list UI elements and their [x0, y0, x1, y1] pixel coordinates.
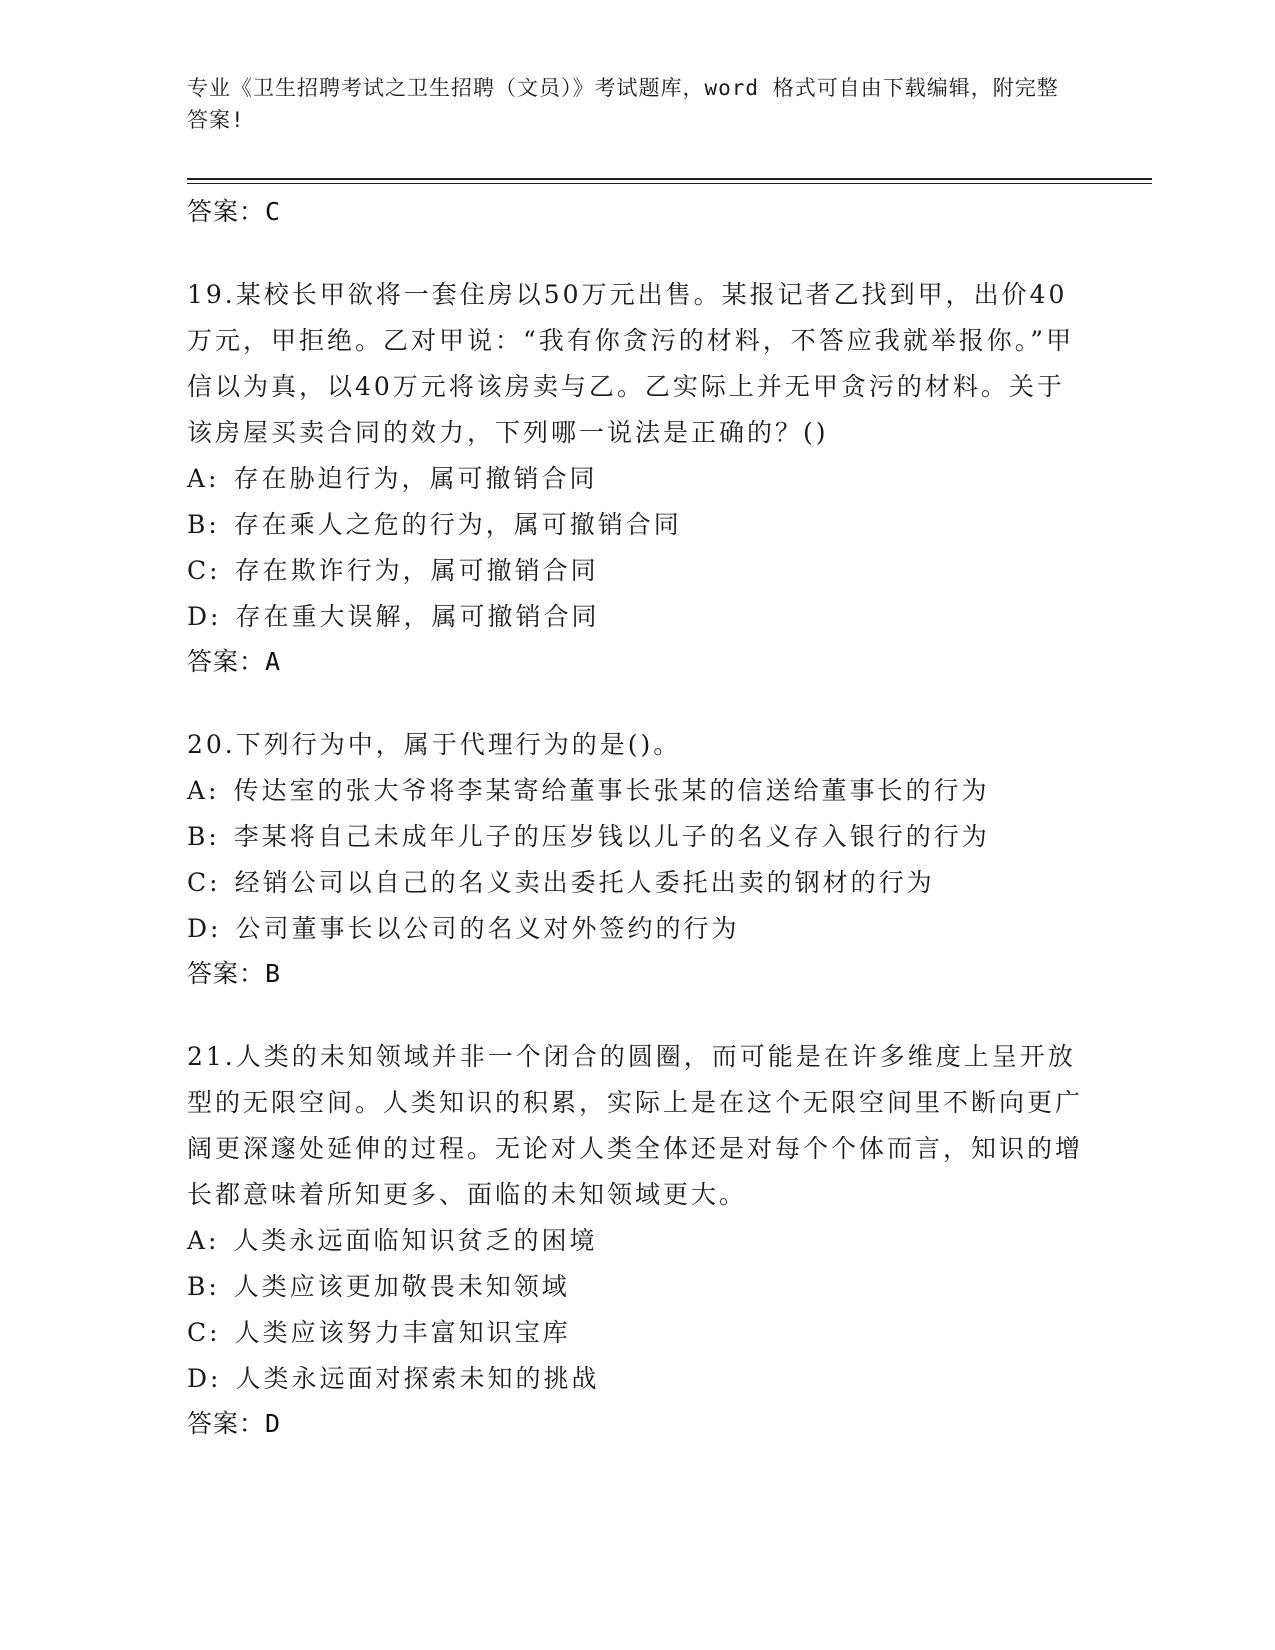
- option-text: 存在胁迫行为，属可撤销合同: [233, 464, 598, 493]
- option-letter: C:: [187, 556, 221, 585]
- option-letter: C:: [187, 868, 221, 897]
- question-list: [187, 190, 1087, 1446]
- header-rule-thick: [187, 178, 1152, 180]
- answer-line: 答案：D: [187, 1409, 282, 1438]
- previous-answer: 答案：C: [187, 197, 282, 226]
- option-letter: B:: [187, 822, 220, 851]
- option-text: 经销公司以自己的名义卖出委托人委托出卖的钢材的行为: [234, 868, 935, 897]
- option-c: [187, 548, 1087, 594]
- option-letter: B:: [187, 510, 220, 539]
- option-c: [187, 860, 1087, 906]
- option-text: 传达室的张大爷将李某寄给董事长张某的信送给董事长的行为: [233, 776, 990, 805]
- answer-line: 答案：B: [187, 959, 282, 988]
- option-a: [187, 456, 1087, 502]
- option-text: 人类应该努力丰富知识宝库: [234, 1318, 571, 1347]
- option-d: [187, 906, 1087, 952]
- option-letter: D:: [187, 914, 222, 943]
- option-text: 存在重大误解，属可撤销合同: [235, 602, 600, 631]
- option-b: [187, 502, 1087, 548]
- option-letter: A:: [187, 1226, 220, 1255]
- header-rule-thin: [187, 183, 1152, 184]
- option-letter: A:: [187, 776, 220, 805]
- option-b: [187, 814, 1087, 860]
- option-letter: D:: [187, 602, 222, 631]
- option-text: 人类永远面临知识贫乏的困境: [233, 1226, 598, 1255]
- option-d: [187, 594, 1087, 640]
- question-21: [187, 1034, 1087, 1446]
- option-letter: B:: [187, 1272, 220, 1301]
- question-stem: 19.某校长甲欲将一套住房以50万元出售。某报记者乙找到甲，出价40万元，甲拒绝。乙对甲说：“我有你贪污的材料，不答应我就举报你。”甲信以为真，以40万元将该房卖与乙。乙实际上并无甲贪污的材料。关于该房屋买卖合同的效力，下列哪一说法是正确的？(): [187, 280, 1075, 447]
- question-stem: 20.下列行为中，属于代理行为的是()。: [187, 730, 682, 759]
- option-a: [187, 768, 1087, 814]
- question-stem: 21.人类的未知领域并非一个闭合的圆圈，而可能是在许多维度上呈开放型的无限空间。人类知识的积累，实际上是在这个无限空间里不断向更广阔更深邃处延伸的过程。无论对人类全体还是对每个个体而言，知识的增长都意味着所知更多、面临的未知领域更大。: [187, 1042, 1084, 1209]
- option-letter: C:: [187, 1318, 221, 1347]
- option-c: [187, 1310, 1087, 1356]
- option-d: [187, 1356, 1087, 1402]
- question-19: [187, 272, 1087, 684]
- option-letter: A:: [187, 464, 220, 493]
- answer-line: 答案：A: [187, 647, 282, 676]
- option-letter: D:: [187, 1364, 222, 1393]
- question-20: [187, 722, 1087, 996]
- option-text: 人类永远面对探索未知的挑战: [235, 1364, 600, 1393]
- option-text: 公司董事长以公司的名义对外签约的行为: [235, 914, 740, 943]
- option-text: 存在乘人之危的行为，属可撤销合同: [233, 510, 682, 539]
- document-header: 专业《卫生招聘考试之卫生招聘（文员）》考试题库，word 格式可自由下载编辑，附完整答案!: [187, 76, 1059, 132]
- option-b: [187, 1264, 1087, 1310]
- option-a: [187, 1218, 1087, 1264]
- option-text: 存在欺诈行为，属可撤销合同: [234, 556, 599, 585]
- option-text: 李某将自己未成年儿子的压岁钱以儿子的名义存入银行的行为: [233, 822, 990, 851]
- option-text: 人类应该更加敬畏未知领域: [233, 1272, 570, 1301]
